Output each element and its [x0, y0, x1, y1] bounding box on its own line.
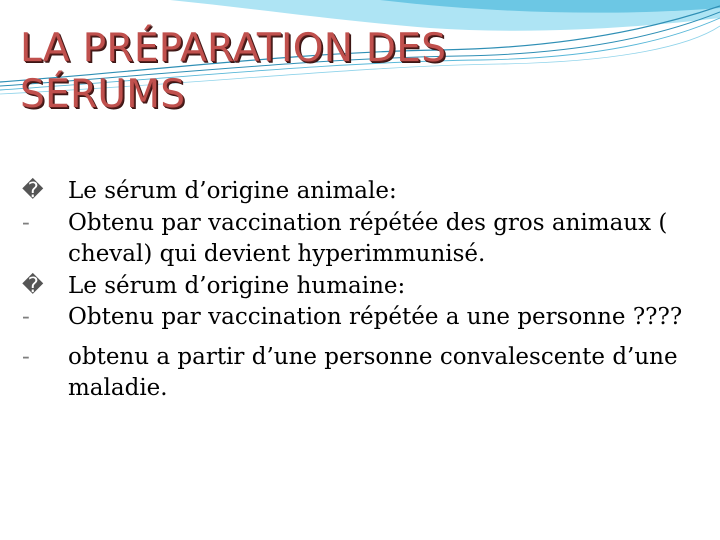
- dash-bullet: -: [22, 209, 30, 236]
- title-line-1: LA PRÉPARATION DES: [20, 26, 447, 71]
- list-item-text: Obtenu par vaccination répétée des gros animaux ( cheval) qui devient hyperimmunisé.: [68, 209, 668, 267]
- dash-bullet: -: [22, 343, 30, 370]
- list-item-convalescent: [22, 342, 702, 405]
- list-item-text: Le sérum d’origine humaine:: [68, 272, 406, 299]
- list-item-text: Obtenu par vaccination répétée a une personne ????: [68, 304, 683, 330]
- list-item-animal-detail: [22, 208, 702, 271]
- list-item-text: Le sérum d’origine animale:: [68, 178, 397, 204]
- title-line-2: SÉRUMS: [20, 72, 186, 118]
- bullet-box-icon: �: [22, 272, 44, 297]
- slide-body: [22, 176, 702, 405]
- list-item-human-detail: [22, 302, 702, 334]
- dash-bullet: -: [22, 304, 30, 330]
- list-item-animal-serum: [22, 176, 702, 208]
- list-item-human-serum: [22, 271, 702, 303]
- slide-title: [20, 26, 580, 118]
- list-item-text: obtenu a partir d’une personne convalescente d’une maladie.: [68, 343, 678, 401]
- bullet-box-icon: �: [22, 178, 44, 202]
